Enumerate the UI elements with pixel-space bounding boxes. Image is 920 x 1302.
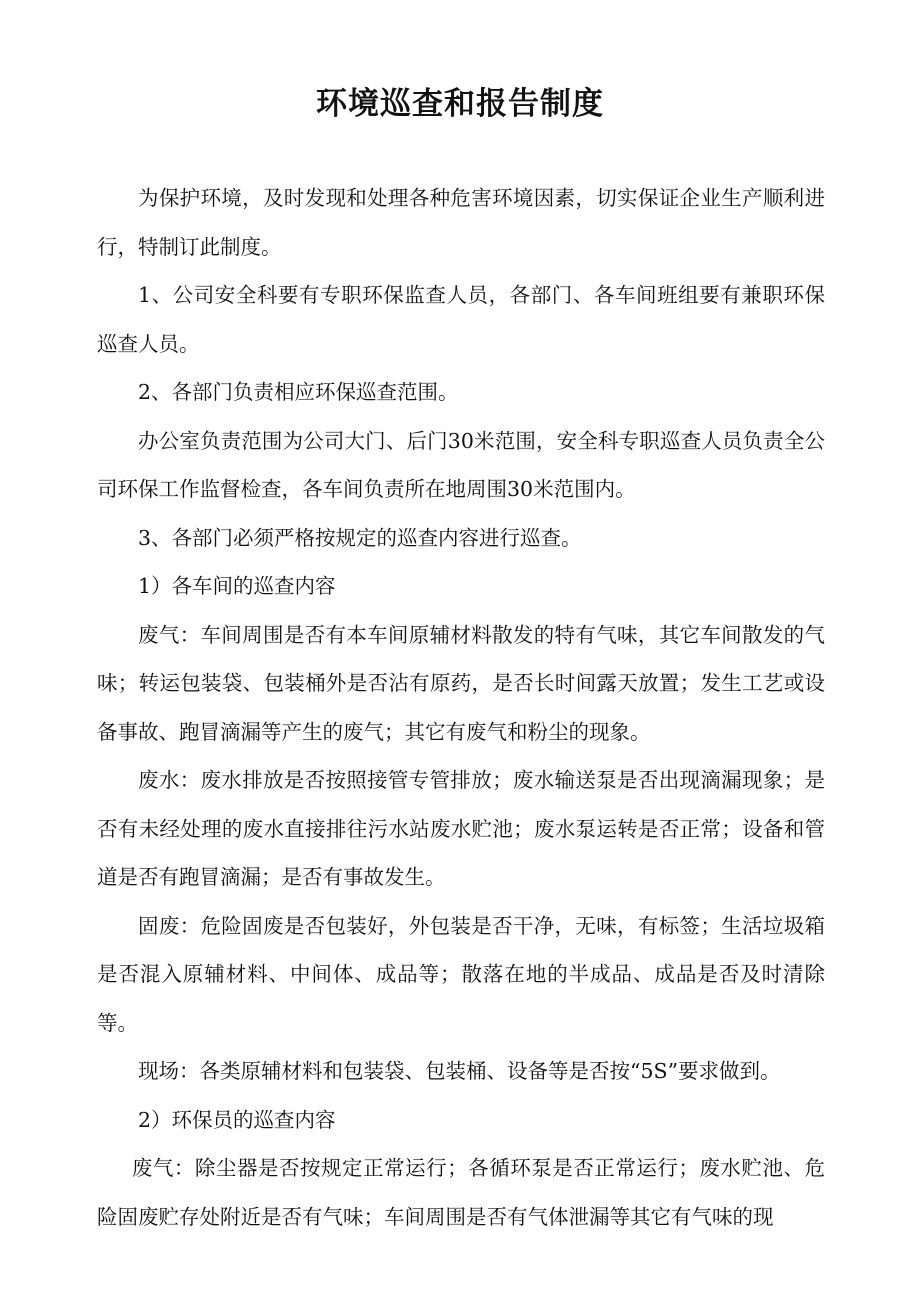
paragraph-item-3: 3、各部门必须严格按规定的巡查内容进行巡查。 (138, 525, 582, 550)
paragraph-officer-heading: 2）环保员的巡查内容 (138, 1107, 336, 1132)
paragraph-waste-gas: 废气：车间周围是否有本车间原辅材料散发的特有气味，其它车间散发的气味；转运包装袋、包装桶外是否沾有原药，是否长时间露天放置；发生工艺或设备事故、跑冒滴漏等产生的废气；其它有废气和粉尘的现象。 (97, 622, 825, 744)
paragraph-site: 现场：各类原辅材料和包装袋、包装桶、设备等是否按“5S”要求做到。 (138, 1059, 781, 1083)
paragraph-item-2: 2、各部门负责相应环保巡查范围。 (138, 380, 459, 404)
document-title: 环境巡查和报告制度 (316, 86, 604, 122)
paragraph-workshop-heading: 1）各车间的巡查内容 (138, 574, 336, 598)
paragraph-waste-water: 废水：废水排放是否按照接管专管排放；废水输送泵是否出现滴漏现象；是否有未经处理的废水直接排往污水站废水贮池；废水泵运转是否正常；设备和管道是否有跑冒滴漏；是否有事故发生。 (97, 768, 825, 889)
paragraph-solid-waste: 固废：危险固废是否包装好，外包装是否干净，无味，有标签；生活垃圾箱是否混入原辅材料、中间体、成品等；散落在地的半成品、成品是否及时清除等。 (97, 913, 825, 1035)
paragraph-item-1: 1、公司安全科要有专职环保监查人员，各部门、各车间班组要有兼职环保巡查人员。 (97, 283, 825, 356)
paragraph-scope: 办公室负责范围为公司大门、后门30米范围，安全科专职巡查人员负责全公司环保工作监督检查，各车间负责所在地周围30米范围内。 (97, 428, 825, 501)
paragraph-officer-waste-gas: 废气：除尘器是否按规定正常运行；各循环泵是否正常运行；废水贮池、危险固废贮存处附近是否有气味；车间周围是否有气体泄漏等其它有气味的现 (97, 1156, 825, 1229)
document-body (97, 174, 825, 1241)
paragraph-intro: 为保护环境，及时发现和处理各种危害环境因素，切实保证企业生产顺利进行，特制订此制度。 (97, 186, 825, 259)
